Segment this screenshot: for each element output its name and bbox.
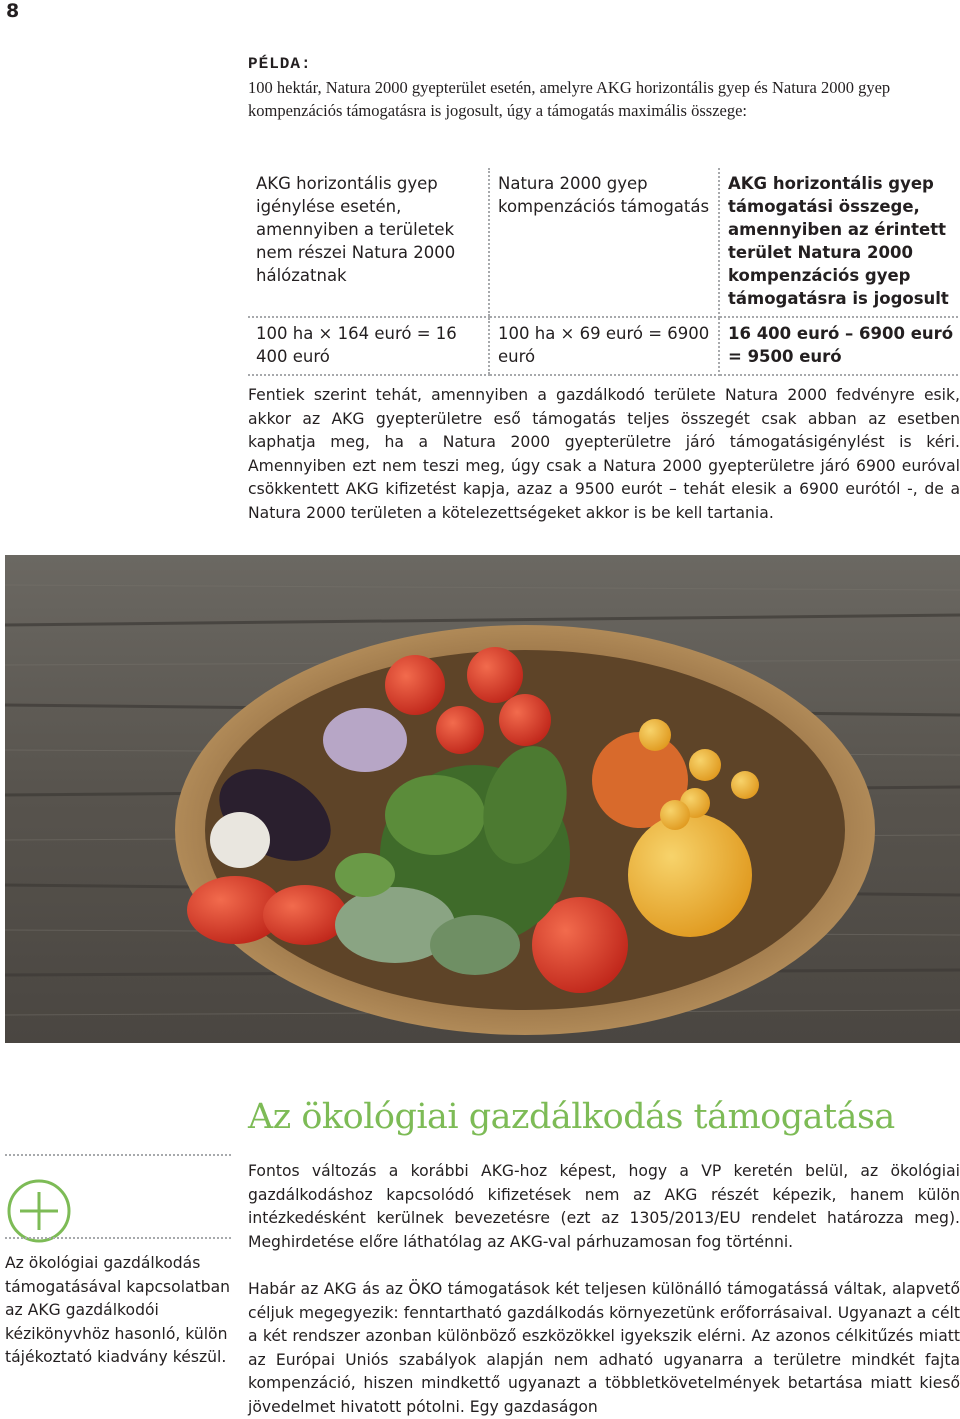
section-title: Az ökológiai gazdálkodás támogatása <box>248 1097 895 1137</box>
table-row <box>248 317 960 375</box>
body-paragraph: Fontos változás a korábbi AKG-hoz képest, hogy a VP keretén belül, az ökológiai gazdálkodáshoz kapcsolódó kifizetések nem az AKG részét képezik, hanem külön intézkedésként kerülnek bevezetésre (ezt az 1305/2013/EU rendelet határozza meg). Meghirdetése előre láthatólag az AKG-val párhuzamosan fog történni. <box>248 1162 960 1251</box>
summary-paragraph: Fentiek szerint tehát, amennyiben a gazdálkodó területe Natura 2000 fedvényre esik, akkor az AKG gyepterületre eső támogatás teljes összegét csak abban az esetben kaphatja meg, ha a Natura 2000 gyepterületre járó támogatásigénylést is kéri. Amennyiben ezt nem teszi meg, úgy csak a Natura 2000 gyepterületre járó 6900 euróval csökkentett AKG kifizetést kapja, azaz a 9500 eurót – tehát elesik a 6900 eurótól -, de a Natura 2000 területen a kötelezettségeket akkor is be kell tartania. <box>248 386 960 522</box>
example-intro: 100 hektár, Natura 2000 gyepterület esetén, amelyre AKG horizontális gyep és Natura 2000 gyep kompenzációs támogatásra is jogosult, úgy a támogatás maximális összege: <box>248 78 891 120</box>
vegetable-basket-photo <box>5 555 960 1043</box>
table-header-cell: AKG horizontális gyep igénylése esetén, amennyiben a területek nem részei Natura 2000 hálózatnak <box>248 168 489 317</box>
table-header-cell: AKG horizontális gyep támogatási összege, amennyiben az érintett terület Natura 2000 kompenzációs gyep támogatásra is jogosult <box>719 168 960 317</box>
sidebar-divider <box>5 1237 231 1239</box>
page-number: 8 <box>6 0 20 22</box>
table-row <box>248 168 960 317</box>
comparison-table <box>248 168 960 376</box>
table-header-cell: Natura 2000 gyep kompenzációs támogatás <box>489 168 719 317</box>
table-cell: 100 ha × 69 euró = 6900 euró <box>489 317 719 375</box>
example-box <box>248 54 960 122</box>
table-cell: 16 400 euró – 6900 euró = 9500 euró <box>719 317 960 375</box>
body-paragraph: Habár az AKG ás az ÖKO támogatások két teljesen különálló támogatássá váltak, alapvető céljuk megegyezik: fenntartható gazdálkodás környezetünk erőforrásaival. Ugyanazt a célt a két rendszer azonban különböző eszközökkel igyekszik elérni. Az azonos célkitűzés miatt az Európai Uniós szabályok alapján nem adható ugyanarra a területre mindkét fajta kompenzáció, hiszen mindkettő ugyanazt a többletkövetelmények betartása miatt kieső jövedelmet hivatott pótolni. Egy gazdaságon <box>248 1280 960 1416</box>
table-cell: 100 ha × 164 euró = 16 400 euró <box>248 317 489 375</box>
plus-circle-icon <box>6 1178 72 1244</box>
side-note: Az ökológiai gazdálkodás támogatásával kapcsolatban az AKG gazdálkodói kézikönyvhöz hasonló, külön tájékoztató kiadvány készül. <box>5 1254 231 1366</box>
example-label: PÉLDA: <box>248 55 312 73</box>
sidebar-divider <box>5 1154 231 1156</box>
